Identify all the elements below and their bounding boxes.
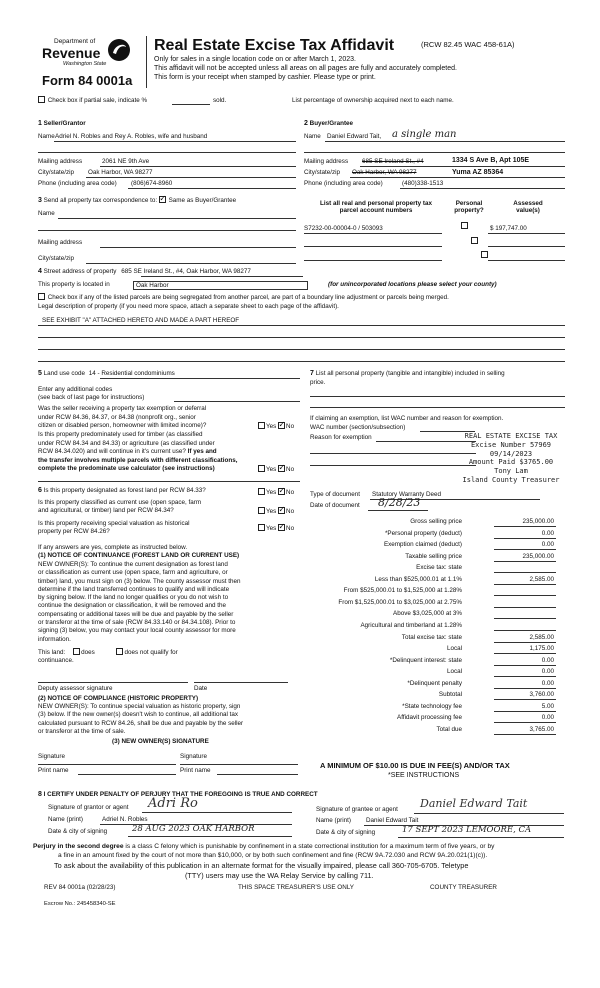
value-line-1	[488, 233, 565, 234]
calc-label: Above $3,025,000 at 3%	[393, 610, 462, 618]
personal-property-checkbox-3[interactable]	[481, 251, 488, 258]
header-subtitle-3: This form is your receipt when stamped by cashier. Please type or print.	[154, 74, 376, 81]
segregated-checkbox[interactable]	[38, 293, 45, 300]
s5-label: Land use code	[43, 370, 85, 377]
this-land-label: This land:	[38, 649, 66, 656]
wac-number-label: WAC number (section/subsection)	[310, 424, 406, 431]
grantee-date-city[interactable]: 17 SEPT 2023 LEMOORE, CA	[402, 825, 532, 835]
s5-q1-line1: Was the seller receiving a property tax exemption or deferral	[38, 405, 207, 412]
grantor-date-city[interactable]: 28 AUG 2023 OAK HARBOR	[132, 824, 255, 834]
grantee-date-label: Date & city of signing	[316, 829, 376, 836]
deputy-date-label: Date	[194, 685, 208, 692]
notice2-body	[38, 703, 243, 736]
calc-line	[494, 699, 556, 700]
print-name-field-1[interactable]	[78, 774, 176, 775]
deputy-signature-field[interactable]	[38, 682, 188, 683]
parcel-line-2	[304, 246, 442, 247]
county-treasurer-label: COUNTY TREASURER	[430, 884, 497, 891]
s6-q2-line2: and agricultural, or timber) land per RCW 84.34?	[38, 507, 174, 514]
legal-line-1	[38, 325, 565, 326]
calc-line	[494, 549, 556, 550]
s3-city-label: City/state/zip	[38, 255, 75, 262]
grantee-date-line	[398, 837, 564, 838]
segregated-label: Check box if any of the listed parcels are being segregated from another parcel, are part of a boundary line adjustment or parcels being merged.	[47, 294, 449, 301]
calc-line	[494, 618, 556, 619]
calc-label: Total due	[436, 725, 462, 733]
notice1-line: signing (3) below, you may contact your local county assessor for more	[38, 627, 236, 635]
additional-codes-field[interactable]	[174, 401, 300, 402]
personal-header-line2: property?	[454, 207, 484, 215]
perjury-line-4: (TTY) users may use the WA Relay Service by calling 711.	[185, 871, 374, 880]
minimum-due-notice: A MINIMUM OF $10.00 IS DUE IN FEE(S) AND/OR TAX	[320, 761, 510, 770]
doc-date-line	[368, 510, 428, 511]
continuance-label: continuance.	[38, 657, 74, 664]
calc-label: *State technology fee	[402, 702, 462, 710]
does-not-label: does not qualify for	[124, 649, 178, 656]
s2-city-label: City/state/zip	[304, 169, 341, 176]
s3-city-field[interactable]	[86, 263, 296, 264]
calc-line	[494, 572, 556, 573]
s5-q1-no-checkbox[interactable]	[278, 422, 285, 429]
notice2-title: (2) NOTICE OF COMPLIANCE (HISTORIC PROPERTY)	[38, 695, 199, 702]
s3-address-field[interactable]	[100, 247, 296, 248]
calc-value[interactable]: 0.00	[541, 679, 554, 687]
additional-codes-label: Enter any additional codes	[38, 386, 113, 393]
calc-value[interactable]: 0.00	[541, 529, 554, 537]
grantor-name-label: Name (print)	[48, 816, 83, 823]
s7-label: List all personal property (tangible and intangible) included in selling	[315, 370, 505, 377]
s2-city-line	[350, 177, 565, 178]
calc-line	[494, 665, 556, 666]
s6-q3-yes-label: Yes	[266, 525, 277, 532]
see-instructions: *SEE INSTRUCTIONS	[388, 772, 460, 779]
value-line-2	[488, 246, 565, 247]
s8-number: 8	[38, 791, 42, 798]
calc-value[interactable]: 235,000.00	[522, 518, 554, 525]
stamp-line-3: 09/14/2023	[489, 449, 533, 458]
calc-line	[494, 595, 556, 596]
calc-label: Subtotal	[438, 691, 462, 699]
notice1-line: NEW OWNER(S): To continue the current designation as forest land	[38, 561, 228, 568]
s6-q3-line2: property per RCW 84.26?	[38, 528, 110, 535]
does-label: does	[81, 649, 95, 656]
notice1-line: or transferor at the time of sale (RCW 84.33.140 or 84.34.108). Prior to	[38, 619, 236, 627]
new-owner-signature-field-1[interactable]	[38, 764, 176, 765]
s8-title: I CERTIFY UNDER PENALTY OF PERJURY THAT THE FOREGOING IS TRUE AND CORRECT	[43, 791, 318, 798]
doc-date-label: Date of document	[310, 502, 360, 509]
calc-line	[494, 607, 556, 608]
list-pct-note: List percentage of ownership acquired next to each name.	[292, 97, 454, 104]
perjury-line-3: To ask about the availability of this publication in an alternate format for the visually impaired, please call 360-705-6705. Teletype	[54, 861, 469, 870]
new-owner-signature-field-2[interactable]	[180, 764, 298, 765]
exemption-claim-label: If claiming an exemption, list WAC number and reason for exemption.	[310, 415, 504, 422]
seller-city[interactable]: Oak Harbor, WA 98277	[88, 169, 153, 176]
s6-question-3	[38, 520, 190, 536]
s1-addr-label: Mailing address	[38, 158, 83, 165]
s5-q1-yes-label: Yes	[266, 423, 277, 430]
buyer-phone[interactable]: (480)338-1513	[402, 180, 444, 187]
notice2-line: (3) below. If the new owner(s) doesn't wish to continue, all additional tax	[38, 711, 239, 719]
buyer-name[interactable]: Daniel Edward Tait,	[327, 133, 382, 140]
doc-type-label: Type of document	[310, 491, 361, 498]
calc-value[interactable]: 5.00	[541, 702, 554, 710]
s2-title: Buyer/Grantee	[309, 120, 354, 127]
buyer-address[interactable]: 1334 S Ave B, Apt 105E	[452, 157, 530, 164]
grantor-name[interactable]: Adriel N. Robles	[102, 816, 148, 823]
revision-label: REV 84 0001a (02/28/23)	[44, 884, 116, 891]
calc-label: From $525,000.01 to $1,525,000 at 1.28%	[343, 587, 462, 595]
property-address[interactable]: 685 SE Ireland St., #4, Oak Harbor, WA 98277	[121, 268, 251, 275]
seller-address[interactable]: 2061 NE 9th Ave	[102, 158, 150, 165]
calc-label: Exemption claimed (deduct)	[383, 541, 462, 549]
s6-q3-yes-checkbox[interactable]	[258, 524, 265, 531]
s3-name-label: Name	[38, 210, 55, 217]
calc-value[interactable]: 0.00	[541, 668, 554, 676]
s4-label: Street address of property	[43, 268, 117, 275]
calc-label: Total excise tax: state	[401, 633, 462, 641]
treasurer-only-label: THIS SPACE TREASURER'S USE ONLY	[238, 884, 354, 891]
escrow-number: Escrow No.: 245458340-SE	[44, 901, 116, 907]
calc-label: Less than $525,000.01 at 1.1%	[374, 575, 462, 583]
legal-line-3	[38, 349, 565, 350]
dept-line3: Washington State	[63, 61, 107, 67]
s3-name-field[interactable]	[58, 218, 296, 219]
calc-line	[494, 526, 556, 527]
grantor-date-line	[128, 836, 292, 837]
calc-value[interactable]: 235,000.00	[522, 552, 554, 560]
buyer-name-handwritten: a single man	[392, 129, 457, 140]
additional-codes-note: (see back of last page for instructions)	[38, 394, 145, 401]
s5-q2-no-label: No	[286, 466, 295, 473]
calc-value[interactable]: 0.00	[541, 656, 554, 664]
s5-q2-no-checkbox[interactable]	[278, 465, 285, 472]
stamp-line-6: Island County Treasurer	[462, 475, 560, 484]
s1-city-label: City/state/zip	[38, 169, 75, 176]
doc-type-value[interactable]: Statutory Warranty Deed	[372, 491, 442, 498]
dept-line2: Revenue	[42, 45, 101, 61]
s6-q3-no-checkbox[interactable]	[278, 524, 285, 531]
legal-description[interactable]: SEE EXHIBIT "A" ATTACHED HERETO AND MADE A PART HEREOF	[42, 317, 240, 324]
grantee-sig-line	[414, 813, 564, 814]
calc-label: Gross selling price	[410, 518, 462, 525]
s7-label-2: price.	[310, 379, 326, 386]
s1-number: 1	[38, 120, 42, 127]
doc-date-value[interactable]: 8/28/23	[378, 496, 421, 509]
s2-phone-label: Phone (including area code)	[304, 180, 383, 187]
new-owner-signature-label-1: Signature	[38, 753, 65, 760]
calc-line	[494, 711, 556, 712]
stamp-line-5: Tony Lam	[494, 467, 528, 476]
deputy-signature-label: Deputy assessor signature	[38, 685, 113, 692]
s5-divider	[38, 481, 300, 482]
perjury-bold: Perjury in the second degree	[33, 843, 124, 850]
s5-question-1	[38, 405, 206, 431]
s2-addr-label: Mailing address	[304, 158, 349, 165]
s6-q1-no-label: No	[286, 489, 295, 496]
does-checkbox[interactable]	[73, 648, 80, 655]
s5-q2-line5: complete the predominate use calculator (see instructions)	[38, 465, 215, 472]
s2-name-line	[325, 141, 565, 142]
notice1-line: continue the designation or classification, it will be removed and the	[38, 602, 226, 610]
s5-q1-no-label: No	[286, 423, 295, 430]
notice1-line: by signing below. If the land no longer qualifies or you do not wish to	[38, 594, 229, 602]
s5-q2-line4: the transfer involves multiple parcels with different classifications,	[38, 456, 238, 464]
print-name-label-1: Print name	[38, 767, 69, 774]
calc-line	[494, 630, 556, 631]
calc-label: *Delinquent penalty	[407, 679, 462, 687]
s6-any-yes: If any answers are yes, complete as instructed below.	[38, 544, 188, 551]
calc-line	[494, 676, 556, 677]
s2-number: 2	[304, 120, 308, 127]
header-subtitle-2: This affidavit will not be accepted unless all areas on all pages are fully and accurately completed.	[154, 65, 457, 72]
located-label: This property is located in	[38, 281, 110, 288]
s5-code-line	[100, 378, 300, 379]
reason-label: Reason for exemption	[310, 434, 372, 441]
treasurer-stamp	[446, 432, 576, 485]
assessed-value[interactable]: $ 197,747.00	[490, 225, 527, 232]
s5-q2-yes-checkbox[interactable]	[258, 465, 265, 472]
deputy-date-field[interactable]	[194, 682, 288, 683]
location-value: Oak Harbor	[136, 282, 169, 289]
s5-q2-line3: RCW 84.34.020) and will continue in it's current use?	[38, 448, 186, 455]
form-number: Form 84 0001a	[42, 73, 133, 88]
personal-property-field-2[interactable]	[310, 407, 565, 408]
notice1-line: timber) land, you must sign on (3) below. The county assessor must then	[38, 577, 241, 585]
parcel-header-line2: parcel account numbers	[339, 207, 413, 215]
does-not-checkbox[interactable]	[116, 648, 123, 655]
s5-q2-line2: under RCW 84.34 and 84.33) or agriculture (as classified under	[38, 439, 215, 447]
perjury-line-1	[33, 843, 494, 851]
buyer-address-struck: 685 SE Ireland St., #4	[362, 158, 424, 165]
s5-q2-line3b: If yes and	[187, 448, 217, 455]
assessed-header	[494, 200, 562, 214]
same-as-buyer-label: Same as Buyer/Grantee	[168, 197, 237, 204]
s5-number: 5	[38, 370, 42, 377]
s5-q2-line1: Is this property predominately used for timber (as classified	[38, 431, 203, 438]
calc-label: Local	[446, 645, 462, 653]
notice1-line: information.	[38, 635, 71, 643]
partial-sale-row	[38, 96, 147, 104]
s6-question-2	[38, 499, 201, 515]
legal-line-2	[38, 337, 565, 338]
s6-q3-line1: Is this property receiving special valuation as historical	[38, 520, 190, 527]
s6-q1-yes-label: Yes	[266, 489, 277, 496]
location-select[interactable]	[133, 281, 308, 290]
grantee-name[interactable]: Daniel Edward Tait	[366, 817, 419, 824]
calc-label: Taxable selling price	[405, 552, 462, 560]
perjury-line-2: a fine in an amount fixed by the court of not more than $10,000, or by both such confinement and fine (RCW 9A.72.030 and RCW 9A.20.021(1)(c)).	[58, 852, 488, 859]
form-title: Real Estate Excise Tax Affidavit	[154, 37, 395, 54]
calc-label: Excise tax: state	[416, 564, 462, 572]
s2-addr-line	[360, 166, 565, 167]
calc-value[interactable]: 3,765.00	[529, 725, 554, 733]
s3-number: 3	[38, 197, 42, 204]
grantee-signature-label: Signature of grantee or agent	[316, 806, 398, 813]
grantor-sig-line	[142, 812, 292, 813]
seller-name[interactable]: Adriel N. Robles and Rey A. Robles, wife and husband	[55, 133, 208, 140]
new-owner-signature-label-2: Signature	[180, 753, 207, 760]
form-title-ref: (RCW 82.45 WAC 458-61A)	[421, 40, 515, 49]
same-as-buyer-checkbox[interactable]	[159, 196, 166, 203]
s1-name-line2	[38, 152, 296, 153]
parcel-header-1	[309, 200, 443, 214]
revenue-logo-icon	[107, 38, 131, 62]
calc-value[interactable]: 2,585.00	[529, 633, 554, 641]
s5-q1-line2: under RCW 84.36, 84.37, or 84.38 (nonprofit org., senior	[38, 413, 196, 421]
s1-phone-label: Phone (including area code)	[38, 180, 117, 187]
notice1-body	[38, 561, 241, 644]
parcel-line-3	[304, 260, 442, 261]
calc-value[interactable]: 0.00	[541, 541, 554, 549]
personal-property-checkbox-1[interactable]	[461, 222, 468, 229]
print-name-field-2[interactable]	[217, 774, 298, 775]
s7-number: 7	[310, 370, 314, 377]
perjury-text-1: is a class C felony which is punishable by confinement in a state correctional institution for a maximum term of five years, or by	[125, 843, 495, 850]
header-subtitle-1: Only for sales in a single location code on or after March 1, 2023.	[154, 56, 356, 63]
value-line-3	[488, 260, 565, 261]
calc-line	[494, 561, 556, 562]
calc-line	[494, 688, 556, 689]
calc-label: *Delinquent interest: state	[389, 656, 462, 664]
notice1-line: determine if the land transferred continues to qualify and will indicate	[38, 585, 230, 593]
notice1-line: or classification as current use (open space, farm and agriculture, or	[38, 569, 228, 577]
calc-line	[494, 642, 556, 643]
s1-name-label: Name	[38, 133, 55, 140]
parcel-header-line1: List all real and personal property tax	[320, 200, 432, 207]
partial-sale-checkbox[interactable]	[38, 96, 45, 103]
calc-line	[494, 734, 556, 735]
s5-q1-yes-checkbox[interactable]	[258, 422, 265, 429]
s5-q1-line3: citizen or disabled person, homeowner with limited income)?	[38, 422, 207, 429]
print-name-label-2: Print name	[180, 767, 211, 774]
s6-q2-yes-checkbox[interactable]	[258, 507, 265, 514]
stamp-line-1: REAL ESTATE EXCISE TAX	[464, 432, 558, 440]
s6-q2-no-label: No	[286, 508, 295, 515]
notice3-title: (3) NEW OWNER(S) SIGNATURE	[112, 738, 209, 745]
s6-q2-line1: Is this property classified as current use (open space, farm	[38, 499, 202, 506]
land-use-code[interactable]: 14 - Residential condominiums	[88, 370, 175, 377]
located-note: (for unincorporated locations please select your county)	[328, 281, 497, 288]
s4-number: 4	[38, 268, 42, 275]
s1-title: Seller/Grantor	[43, 120, 86, 127]
calc-value[interactable]: 3,760.00	[529, 691, 554, 699]
s6-q1-no-checkbox[interactable]	[278, 488, 285, 495]
parcel-line-1	[304, 233, 442, 234]
calc-label: Affidavit processing fee	[397, 714, 462, 722]
calc-line	[494, 584, 556, 585]
calc-line	[494, 722, 556, 723]
personal-property-field-1[interactable]	[310, 396, 565, 397]
grantor-signature[interactable]: Adri Ro	[148, 796, 198, 811]
s5-question-2	[38, 431, 237, 474]
s1-city-line	[86, 177, 296, 178]
s3-addr-label: Mailing address	[38, 239, 83, 246]
header-divider	[146, 36, 147, 88]
buyer-city-struck: Oak Harbor, WA 98277	[352, 169, 417, 176]
partial-pct-field[interactable]	[172, 104, 210, 105]
calc-value[interactable]: 0.00	[541, 714, 554, 722]
s6-q2-yes-label: Yes	[266, 508, 277, 515]
personal-header-line1: Personal	[455, 200, 483, 207]
notice2-line: calculated pursuant to RCW 84.26, shall be due and payable by the seller	[38, 719, 244, 727]
calc-line	[494, 538, 556, 539]
legal-desc-label: Legal description of property (if you need more space, attach a separate sheet to each page of the affidavit).	[38, 303, 339, 310]
calc-line	[494, 653, 556, 654]
s3-text: Send all property tax correspondence to:	[43, 197, 158, 204]
s4-address-line	[141, 276, 303, 277]
grantee-signature[interactable]: Daniel Edward Tait	[420, 797, 528, 810]
s2-name-line2	[304, 152, 565, 153]
calc-value[interactable]: 1,175.00	[529, 645, 554, 653]
s2-name-label: Name	[304, 133, 321, 140]
calc-label: Agricultural and timberland at 1.28%	[360, 621, 462, 629]
calc-label: Local	[446, 668, 462, 676]
buyer-city[interactable]: Yuma AZ 85364	[452, 169, 504, 176]
calc-label: *Personal property (deduct)	[384, 529, 462, 537]
calc-value[interactable]: 2,585.00	[529, 575, 554, 583]
notice1-title: (1) NOTICE OF CONTINUANCE (FOREST LAND OR CURRENT USE)	[38, 552, 240, 559]
notice2-line: NEW OWNER(S): To continue special valuation as historic property, sign	[38, 703, 241, 710]
s1-addr-line	[100, 166, 296, 167]
assessed-header-line2: value(s)	[516, 207, 540, 215]
seller-phone[interactable]: (806)674-8960	[131, 180, 173, 187]
sold-label: sold.	[213, 97, 227, 104]
notice1-line: compensating or additional taxes will be due and payable by the seller	[38, 610, 234, 618]
notice2-line: or transferor at the time of sale.	[38, 727, 126, 735]
assessed-header-line1: Assessed	[513, 200, 543, 207]
stamp-line-2: Excise Number 57969	[470, 440, 552, 449]
grantor-signature-label: Signature of grantor or agent	[48, 804, 129, 811]
s2-phone-line	[400, 188, 565, 189]
s1-name-line	[54, 141, 296, 142]
dept-line1: Department of	[54, 38, 96, 45]
calc-label: From $1,525,000.01 to $3,025,000 at 2.75%	[338, 598, 462, 606]
s6-q2-no-checkbox[interactable]	[278, 507, 285, 514]
parcel-number[interactable]: S7232-00-00004-0 / 503093	[304, 225, 383, 232]
personal-header	[449, 200, 489, 214]
s3-name-line2	[38, 230, 296, 231]
s6-q1-yes-checkbox[interactable]	[258, 488, 265, 495]
partial-sale-label: Check box if partial sale, indicate %	[47, 97, 148, 104]
s6-q1: Is this property designated as forest land per RCW 84.33?	[43, 487, 206, 494]
s6-number: 6	[38, 487, 42, 494]
s6-q3-no-label: No	[286, 525, 295, 532]
stamp-line-4: Amount Paid $3765.00	[468, 458, 554, 467]
legal-line-4	[38, 361, 565, 362]
s1-phone-line	[128, 188, 296, 189]
s5-q2-yes-label: Yes	[266, 466, 277, 473]
personal-property-checkbox-2[interactable]	[471, 237, 478, 244]
grantee-name-label: Name (print)	[316, 817, 351, 824]
grantor-date-label: Date & city of signing	[48, 828, 108, 835]
